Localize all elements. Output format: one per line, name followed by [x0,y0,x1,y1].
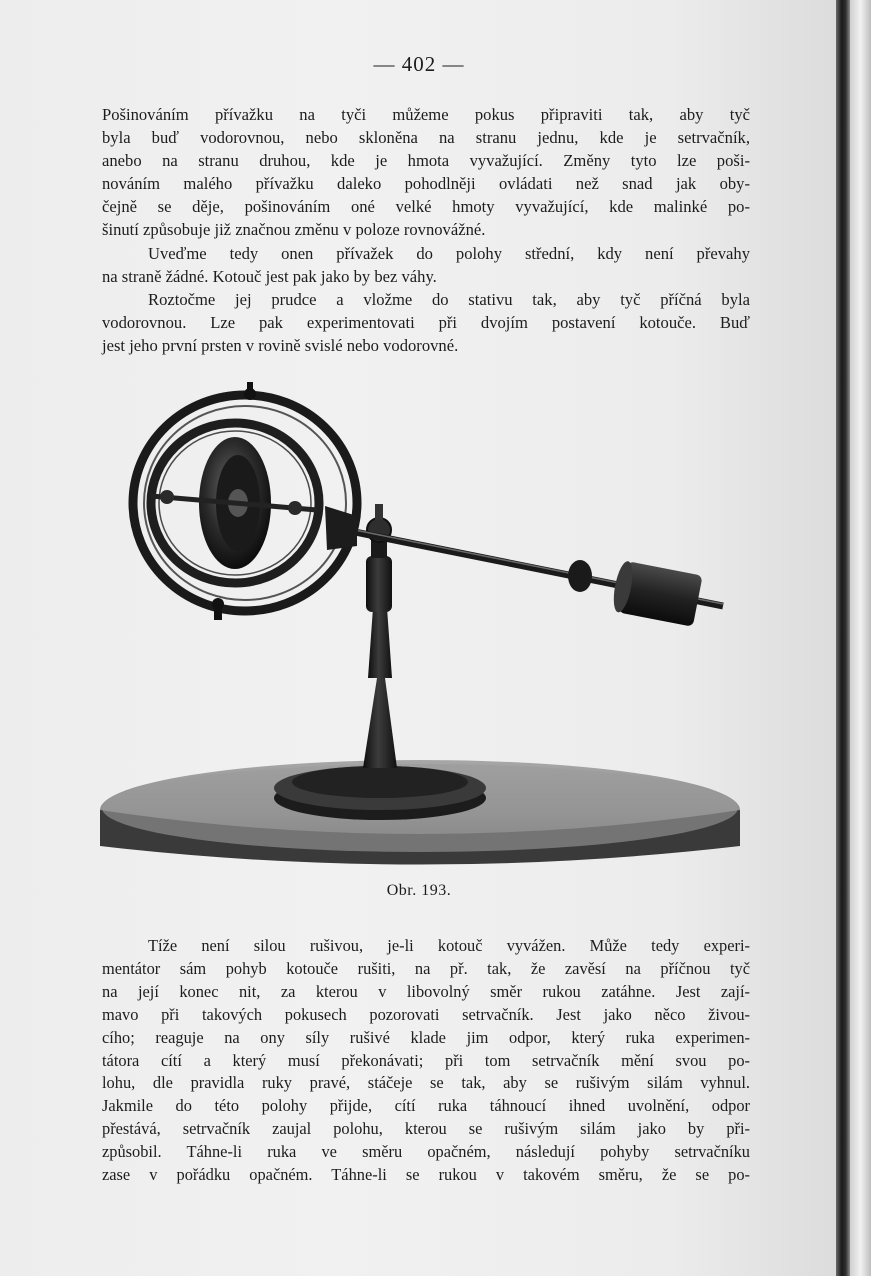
page-number: — 402 — [373,52,465,76]
text-line: Jakmile do této polohy přijde, cítí ruka táhnoucí ihned uvolnění, odpor [102,1096,750,1116]
text-line: Tíže není silou rušivou, je-li kotouč vyvážen. Může tedy experi- [148,936,750,955]
paragraph-2 [102,242,750,265]
text-line: nováním malého přívažku daleko pohodlněji ovládati než snad jak oby- [102,174,750,194]
text-line: na její konec nit, za kterou v libovolný směr rukou zatáhne. Jest zají- [102,981,750,1001]
text-line: vodorovnou. Lze pak experimentovati při dvojím postavení kotouče. Buď [102,312,750,332]
text-line: zase v pořádku opačném. Táhne-li se rukou v takovém směru, že se po- [102,1165,750,1185]
text-line: Uveďme tedy onen přívažek do polohy střední, kdy není převahy [148,243,750,263]
text-line: šinutí způsobuje již značnou změnu v poloze rovnovážné. [102,220,486,240]
text-line: na straně žádné. Kotouč jest pak jako by bez váhy. [102,266,437,286]
text-line: jest jeho první prsten v rovině svislé nebo vodorovné. [102,335,459,355]
text-line: Pošinováním přívažku na tyči můžeme pokus připraviti tak, aby tyč [102,105,750,124]
text-line: lohu, dle pravidla ruky pravé, stáčeje se tak, aby se rušivým silám vyhnul. [102,1073,750,1093]
page-edge [850,0,871,1276]
paragraph-4-body [102,958,750,1164]
paragraph-3 [102,288,750,311]
paragraph-3-mid [102,311,750,334]
text-line: Roztočme jej prudce a vložme do stativu tak, aby tyč příčná byla [148,289,750,309]
paragraph-4 [102,935,750,958]
gyroscope-photograph [95,378,745,868]
text-block-bottom [102,935,750,1187]
text-line: anebo na stranu druhou, kde je hmota vyvažující. Změny tyto lze poši- [102,151,750,171]
paragraph-2-end [102,265,750,288]
text-line: čejně se děje, pošinováním oné velké hmoty vyvažující, kde malinké po- [102,197,750,217]
text-line: mavo při takových pokusech pozorovati setrvačník. Jest jako něco živou- [102,1004,750,1024]
text-line: mentátor sám pohyb kotouče rušiti, na př. tak, že zavěsí na příčnou tyč [102,958,750,978]
text-line: cího; reaguje na ony síly rušivé klade jim odpor, který ruka experimen- [102,1027,750,1047]
paragraph-1-end [102,218,750,241]
text-line: byla buď vodorovnou, nebo skloněna na stranu jednu, kde je setrvačník, [102,128,750,148]
paragraph-3-end [102,334,750,357]
text-block-top [102,103,750,357]
figure-caption: Obr. 193. [386,882,452,899]
text-line: přestává, setrvačník zaujal polohu, kterou se rušivým silám jako by při- [102,1119,750,1139]
book-spine [836,0,850,1276]
text-line: tátora cítí a který musí překonávati; při tom setrvačník mění svou po- [102,1050,750,1070]
paragraph-4-end [102,1164,750,1187]
paragraph-1 [102,103,750,218]
text-line: způsobil. Táhne-li ruka ve směru opačném, následují pohyby setrvačníku [102,1142,750,1162]
